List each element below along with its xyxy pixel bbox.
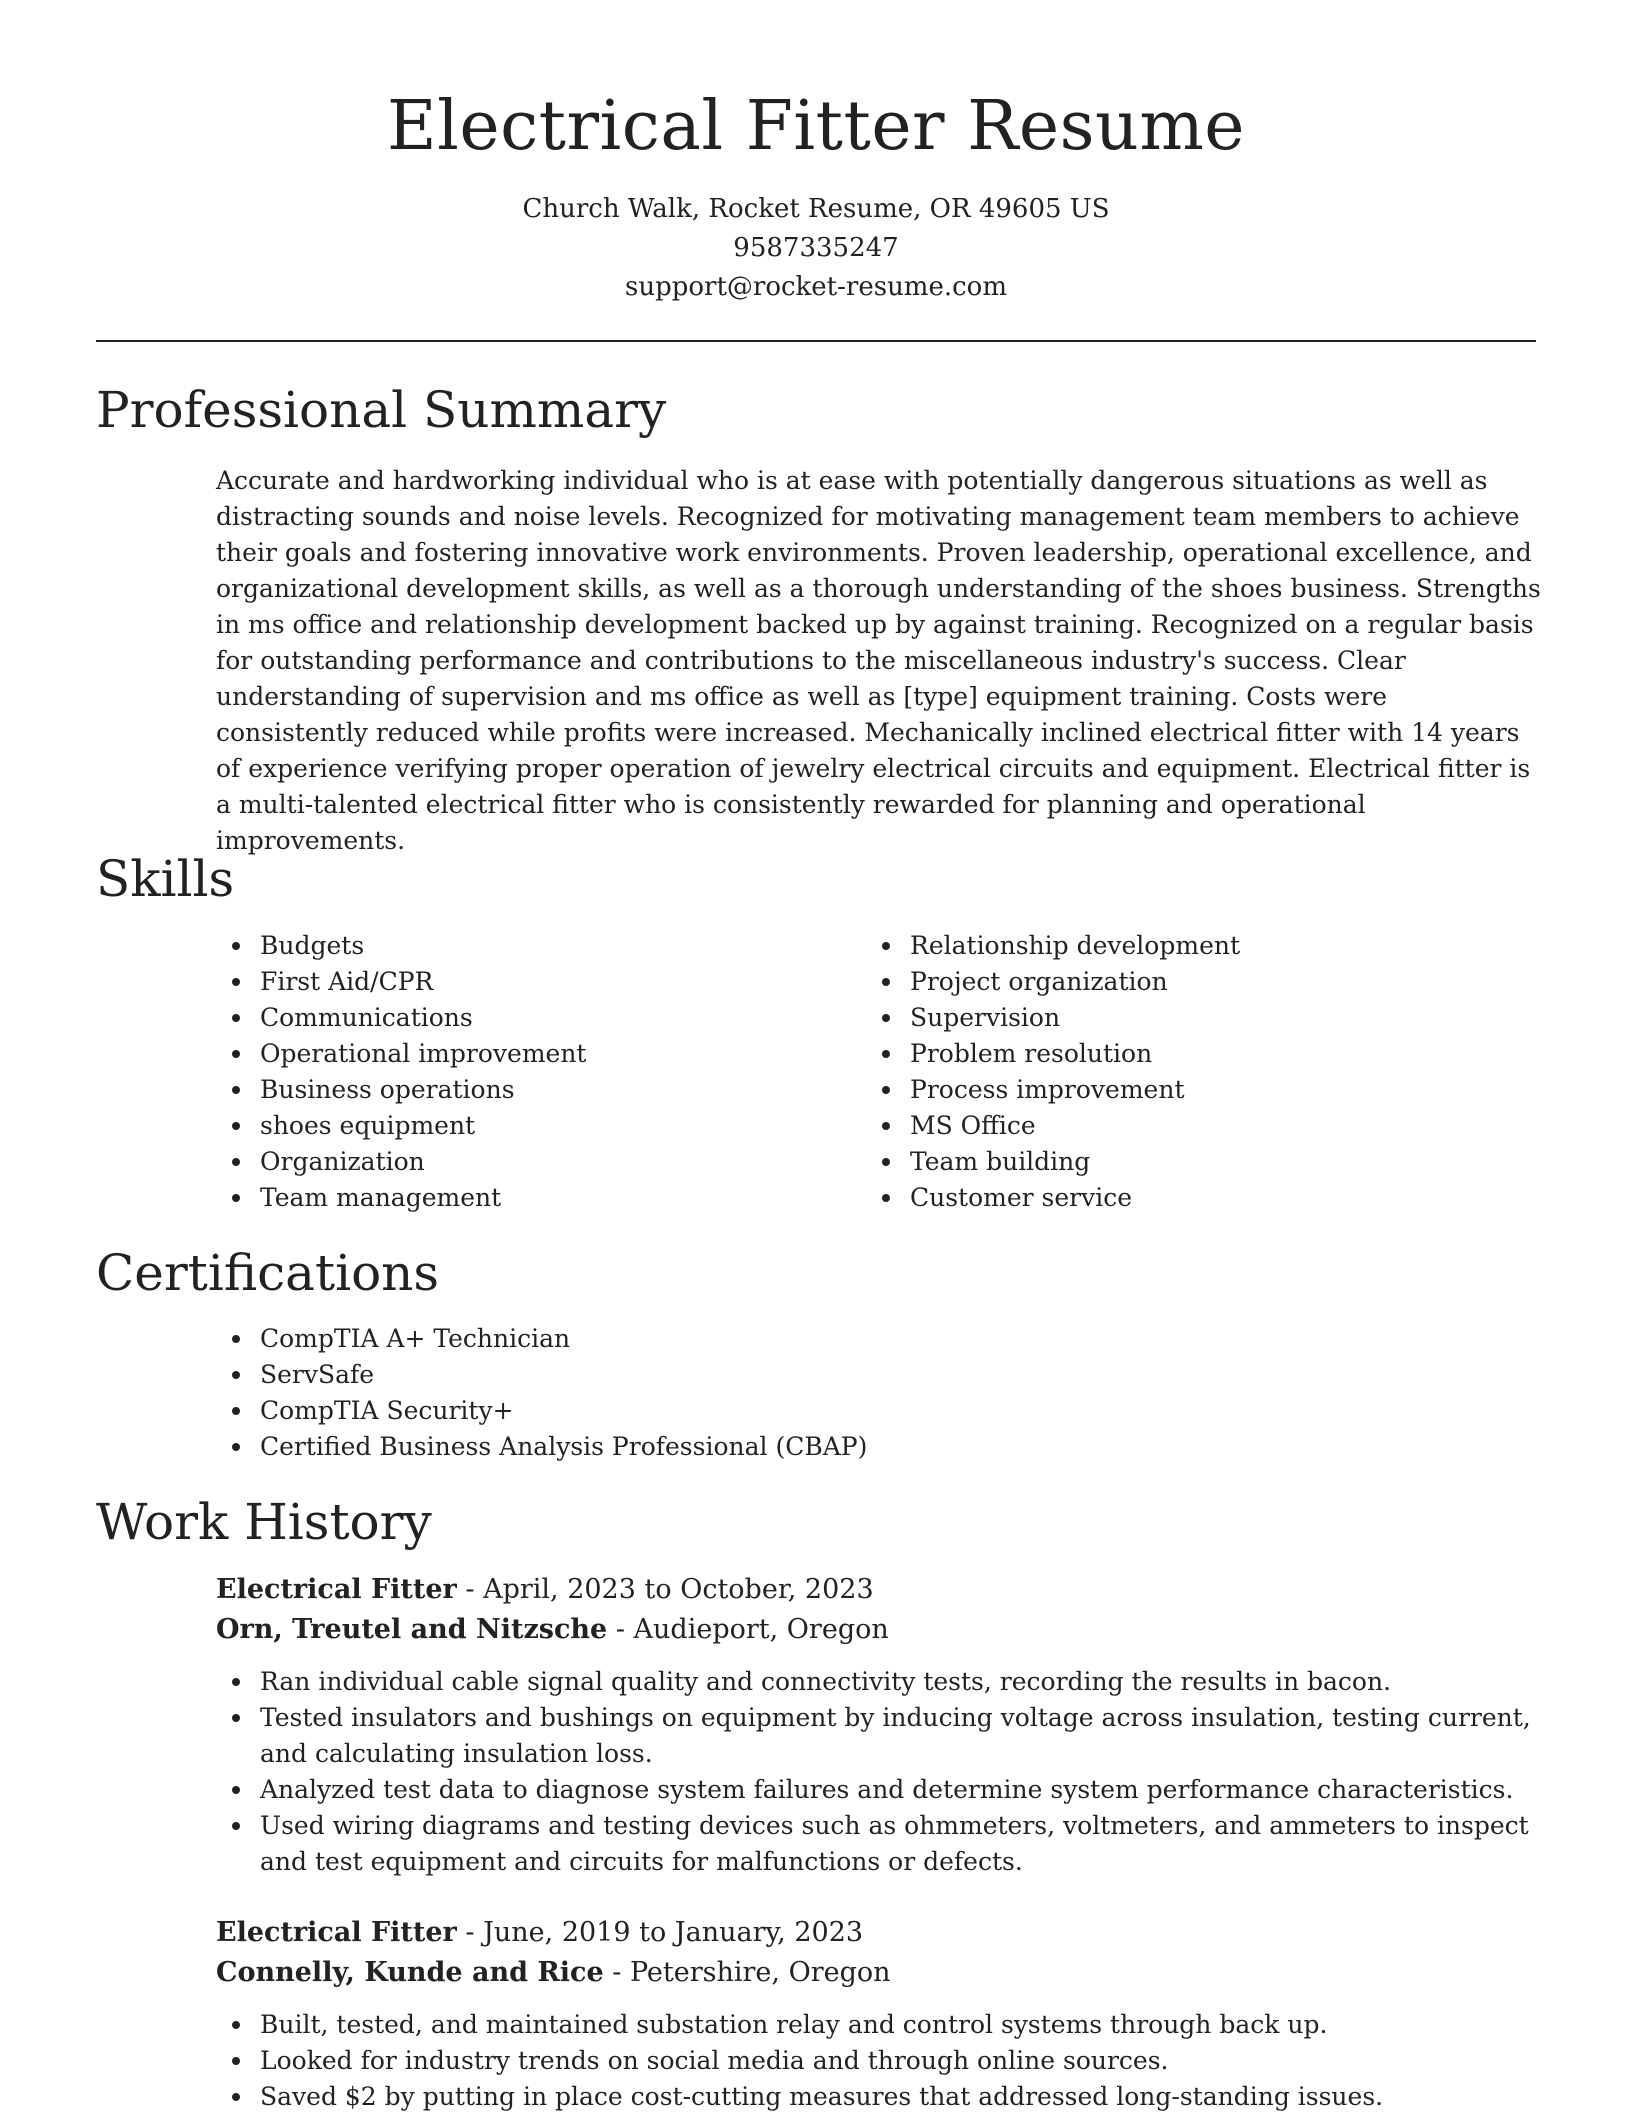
certification-item: CompTIA Security+ — [216, 1393, 867, 1429]
job-title-line — [216, 1570, 1541, 1610]
job-bullet: Built, tested, and maintained substation relay and control systems through back up. — [216, 2007, 1541, 2043]
address: Church Walk, Rocket Resume, OR 49605 US — [522, 194, 1110, 224]
job-role: Electrical Fitter — [216, 1574, 457, 1605]
job-bullets — [216, 1664, 1541, 1880]
skill-item: Communications — [216, 1000, 586, 1036]
summary-heading: Professional Summary — [96, 381, 667, 439]
job-bullet: Looked for industry trends on social media and through online sources. — [216, 2043, 1541, 2079]
job-title-line — [216, 1913, 1541, 1953]
resume-title: Electrical Fitter Resume — [386, 87, 1246, 166]
work-history-heading: Work History — [96, 1493, 432, 1551]
certifications-list — [216, 1321, 867, 1465]
job-bullet: Ran individual cable signal quality and connectivity tests, recording the results in bacon. — [216, 1664, 1541, 1700]
skill-item: Team building — [866, 1144, 1240, 1180]
certifications-heading: Certifications — [96, 1244, 440, 1302]
email: support@rocket-resume.com — [624, 272, 1007, 302]
skill-item: Budgets — [216, 928, 586, 964]
skill-item: Team management — [216, 1180, 586, 1216]
skill-item: Problem resolution — [866, 1036, 1240, 1072]
skills-heading: Skills — [96, 850, 235, 908]
job-entry — [216, 1913, 1541, 2115]
skill-item: Supervision — [866, 1000, 1240, 1036]
header-divider — [96, 340, 1536, 342]
resume-header — [0, 0, 1632, 307]
job-bullet: Used wiring diagrams and testing devices such as ohmmeters, voltmeters, and ammeters to inspect and test equipment and circuits for malfunctions or defects. — [216, 1808, 1541, 1880]
certification-item: Certified Business Analysis Professional (CBAP) — [216, 1429, 867, 1465]
job-company-line — [216, 1953, 1541, 1993]
skills-list-right — [866, 928, 1240, 1216]
job-company: Orn, Treutel and Nitzsche — [216, 1614, 608, 1645]
certification-item: CompTIA A+ Technician — [216, 1321, 867, 1357]
job-location: - Petershire, Oregon — [612, 1957, 891, 1988]
skill-item: Relationship development — [866, 928, 1240, 964]
job-bullet: Analyzed test data to diagnose system failures and determine system performance characteristics. — [216, 1772, 1541, 1808]
skill-item: First Aid/CPR — [216, 964, 586, 1000]
job-company-line — [216, 1610, 1541, 1650]
job-role: Electrical Fitter — [216, 1917, 457, 1948]
job-dates: - June, 2019 to January, 2023 — [465, 1917, 864, 1948]
skill-item: Operational improvement — [216, 1036, 586, 1072]
skill-item: MS Office — [866, 1108, 1240, 1144]
job-location: - Audieport, Oregon — [615, 1614, 889, 1645]
job-bullets — [216, 2007, 1541, 2115]
phone: 9587335247 — [733, 233, 899, 263]
job-bullet: Saved $2 by putting in place cost-cutting measures that addressed long-standing issues. — [216, 2079, 1541, 2115]
contact-block — [0, 190, 1632, 307]
job-bullet: Tested insulators and bushings on equipment by inducing voltage across insulation, testing current, and calculating insulation loss. — [216, 1700, 1541, 1772]
job-entry — [216, 1570, 1541, 1880]
skill-item: Customer service — [866, 1180, 1240, 1216]
job-dates: - April, 2023 to October, 2023 — [465, 1574, 874, 1605]
skills-list-left — [216, 928, 586, 1216]
skill-item: Process improvement — [866, 1072, 1240, 1108]
skill-item: Project organization — [866, 964, 1240, 1000]
skill-item: Business operations — [216, 1072, 586, 1108]
skill-item: shoes equipment — [216, 1108, 586, 1144]
certification-item: ServSafe — [216, 1357, 867, 1393]
summary-text: Accurate and hardworking individual who is at ease with potentially dangerous situations as well as distracting sounds and noise levels. Recognized for motivating management team members to achieve their goals and fostering innovative work environments. Proven leadership, operational excellence, and organizational development skills, as well as a thorough understanding of the shoes business. Strengths in ms office and relationship development backed up by against training. Recognized on a regular basis for outstanding performance and contributions to the miscellaneous industry's success. Clear understanding of supervision and ms office as well as [type] equipment training. Costs were consistently reduced while profits were increased. Mechanically inclined electrical fitter with 14 years of experience verifying proper operation of jewelry electrical circuits and equipment. Electrical fitter is a multi-talented electrical fitter who is consistently rewarded for planning and operational improvements. — [216, 466, 1541, 855]
job-company: Connelly, Kunde and Rice — [216, 1957, 604, 1988]
skill-item: Organization — [216, 1144, 586, 1180]
